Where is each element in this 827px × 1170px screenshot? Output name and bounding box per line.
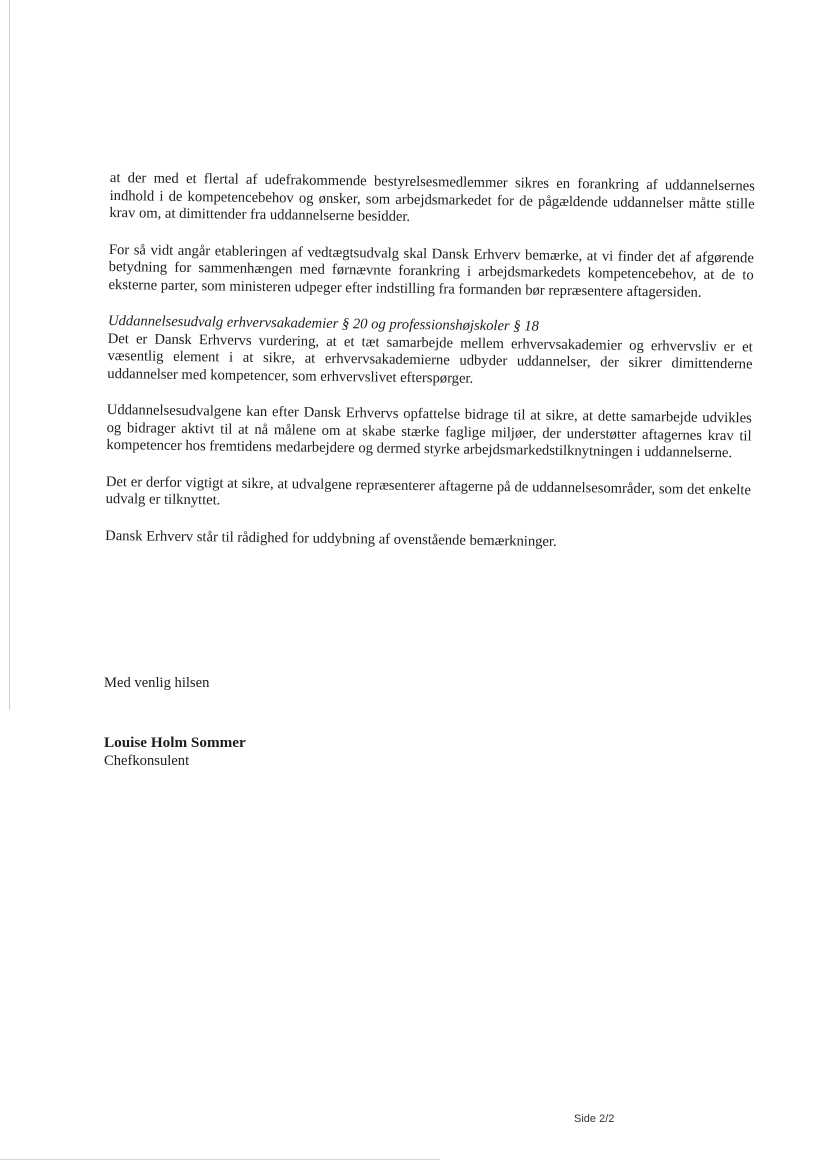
scan-edge-bottom [0, 1159, 440, 1160]
paragraph-4-text: Uddannelsesudvalgene kan efter Dansk Erhvervs opfattelse bidrage til at sikre, at dette samarbejde udvikles og bidrager aktivt til at nå målene om at skabe stærke faglige miljøer, der understøtter aftagernes krav til kompetencer hos fremtidens medarbejdere og dermed styrke arbejdsmarkedstilknytningen i uddannelserne. [106, 401, 752, 462]
paragraph-6-text: Dansk Erhverv står til rådighed for uddybning af ovenstående bemærkninger. [105, 527, 557, 550]
section-heading: Uddannelsesudvalg erhvervsakademier § 20 og professionshøjskoler § 18 [107, 312, 539, 335]
scan-edge-left [9, 0, 10, 710]
closing-block [104, 674, 504, 770]
letter-body [105, 170, 755, 553]
page-number: Side 2/2 [574, 1113, 615, 1125]
paragraph-2-text: For så vidt angår etableringen af vedtægtsudvalg skal Dansk Erhverv bemærke, at vi finder det af afgørende betydning for sammenhængen med førnævnte forankring i arbejdsmarkedets kompetencebehov, at de to eksterne parter, som ministeren udpeger efter indstilling fra formanden bør repræsentere aftagersiden. [108, 241, 755, 301]
paragraph-1-text: at der med et flertal af udefrakommende bestyrelsesmedlemmer sikres en forankring af uddannelsernes indhold i de kompetencebehov og ønsker, som arbejdsmarkedet for de pågældende uddannelser måtte stille krav om, at dimittender fra uddannelserne besidder. [109, 170, 755, 225]
paragraph-5 [106, 473, 751, 516]
paragraph-3-text: Det er Dansk Erhvervs vurdering, at et tæt samarbejde mellem erhvervsakademier og erhvervsliv er et væsentlig element i at sikre, at erhvervsakademierne udbyder uddannelser, der sikrer dimittenderne uddannelser med kompetencer, som erhvervslivet efterspørger. [107, 330, 753, 387]
paragraph-2 [108, 241, 754, 302]
paragraph-1 [109, 170, 755, 231]
paragraph-6 [105, 527, 750, 553]
paragraph-3 [107, 313, 753, 391]
paragraph-4 [106, 402, 752, 463]
closing-greeting: Med venlig hilsen [104, 675, 210, 691]
signer-title: Chefkonsulent [104, 753, 190, 769]
paragraph-5-text: Det er derfor vigtigt at sikre, at udvalgene repræsenterer aftagerne på de uddannelsesområder, som det enkelte udvalg er tilknyttet. [105, 473, 751, 509]
signer-name: Louise Holm Sommer [104, 734, 246, 751]
